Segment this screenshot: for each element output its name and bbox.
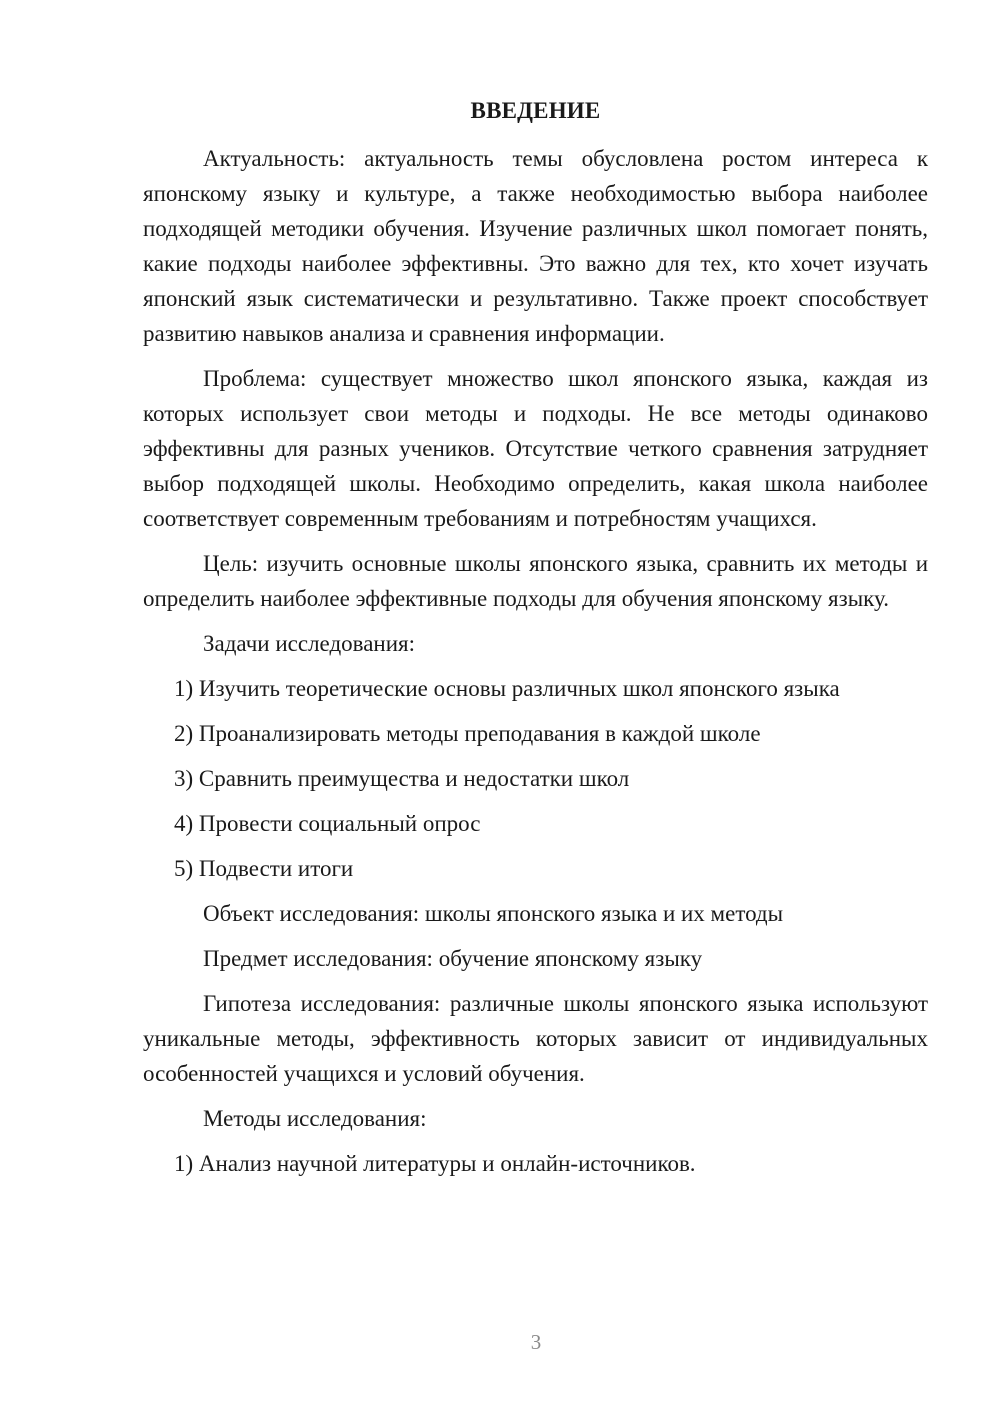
task-item: 2) Проанализировать методы преподавания в каждой школе: [174, 721, 761, 746]
task-item: 5) Подвести итоги: [174, 856, 354, 881]
task-item: 4) Провести социальный опрос: [174, 811, 481, 836]
page-number: 3: [530, 1330, 542, 1354]
relevance-paragraph: Актуальность: актуальность темы обусловлена ростом интереса к японскому языку и культуре, а также необходимостью выбора наиболее подходящей методики обучения. Изучение различных школ помогает понять, какие подходы наиболее эффективны. Это важно для тех, кто хочет изучать японский язык систематически и результативно. Также проект способствует развитию навыков анализа и сравнения информации.: [143, 146, 928, 346]
hypothesis-paragraph: Гипотеза исследования: различные школы японского языка используют уникальные методы, эффективность которых зависит от индивидуальных особенностей учащихся и условий обучения.: [143, 991, 928, 1086]
page-heading: ВВЕДЕНИЕ: [470, 98, 601, 123]
task-item: 1) Изучить теоретические основы различных школ японского языка: [174, 676, 840, 701]
method-item: 1) Анализ научной литературы и онлайн-источников.: [174, 1151, 696, 1176]
task-item: 3) Сравнить преимущества и недостатки школ: [174, 766, 630, 791]
document-body: [143, 141, 928, 1181]
research-subject: Предмет исследования: обучение японскому языку: [203, 946, 703, 971]
methods-title: Методы исследования:: [203, 1106, 427, 1131]
problem-paragraph: Проблема: существует множество школ японского языка, каждая из которых использует свои методы и подходы. Не все методы одинаково эффективны для разных учеников. Отсутствие четкого сравнения затрудняет выбор подходящей школы. Необходимо определить, какая школа наиболее соответствует современным требованиям и потребностям учащихся.: [143, 366, 928, 531]
goal-paragraph: Цель: изучить основные школы японского языка, сравнить их методы и определить наиболее эффективные подходы для обучения японскому языку.: [143, 551, 928, 611]
tasks-title: Задачи исследования:: [203, 631, 416, 656]
research-object: Объект исследования: школы японского языка и их методы: [203, 901, 784, 926]
